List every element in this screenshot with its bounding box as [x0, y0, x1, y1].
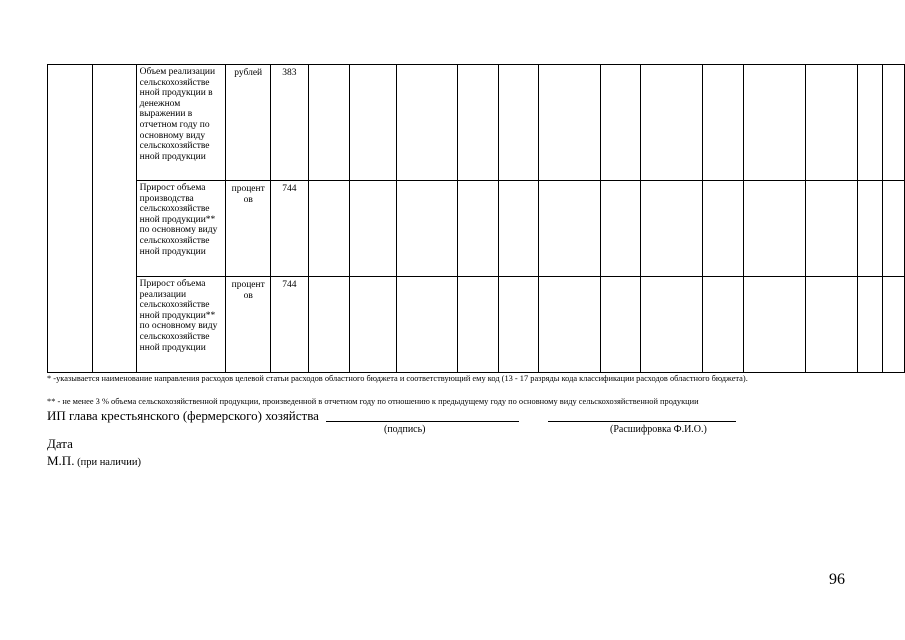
value-cell [857, 65, 882, 181]
value-cell [457, 181, 498, 277]
value-cell [883, 65, 905, 181]
value-cell [349, 277, 397, 373]
report-table [47, 64, 905, 373]
value-cell [640, 65, 702, 181]
value-cell [349, 181, 397, 277]
value-cell [397, 277, 457, 373]
indicator-cell: Прирост объема производства сельскохозяйстве нной продукции** по основному виду сельскохозяйстве нной продукции [136, 181, 226, 277]
value-cell [498, 277, 538, 373]
value-cell [857, 181, 882, 277]
table-row [48, 65, 905, 181]
value-cell [457, 277, 498, 373]
value-cell [600, 181, 640, 277]
signature-line [326, 421, 519, 422]
name-line [548, 421, 736, 422]
name-caption: (Расшифровка Ф.И.О.) [610, 424, 707, 435]
merged-cell-2 [92, 65, 136, 373]
value-cell [308, 277, 349, 373]
value-cell [640, 277, 702, 373]
footnote-1: * -указывается наименование направления расходов целевой статьи расходов областного бюджета и соответствующий ему код (13 - 17 разряды кода классификации расходов областного бюджета). [47, 374, 748, 383]
merged-cell-1 [48, 65, 93, 373]
value-cell [743, 181, 805, 277]
date-label: Дата [47, 436, 73, 451]
unit-cell: рублей [226, 65, 271, 181]
value-cell [806, 277, 858, 373]
page-number: 96 [829, 571, 845, 588]
value-cell [883, 277, 905, 373]
value-cell [743, 277, 805, 373]
value-cell [703, 277, 744, 373]
value-cell [538, 181, 600, 277]
indicator-cell: Прирост объема реализации сельскохозяйстве нной продукции** по основному виду сельскохозяйстве нной продукции [136, 277, 226, 373]
value-cell [600, 65, 640, 181]
footnote-2: ** - не менее 3 % объема сельскохозяйственной продукции, произведенной в отчетном году по отношению к предыдущему году по основному виду сельскохозяйственной продукции [47, 397, 699, 406]
value-cell [806, 65, 858, 181]
value-cell [703, 65, 744, 181]
table-row [48, 181, 905, 277]
table-row [48, 277, 905, 373]
unit-cell: процент ов [226, 277, 271, 373]
value-cell [308, 65, 349, 181]
value-cell [703, 181, 744, 277]
value-cell [857, 277, 882, 373]
value-cell [743, 65, 805, 181]
value-cell [538, 65, 600, 181]
signature-holder-label: ИП глава крестьянского (фермерского) хозяйства [47, 408, 319, 423]
seal-note: (при наличии) [74, 457, 141, 468]
signature-caption: (подпись) [384, 424, 426, 435]
value-cell [457, 65, 498, 181]
value-cell [397, 181, 457, 277]
value-cell [883, 181, 905, 277]
value-cell [498, 65, 538, 181]
value-cell [600, 277, 640, 373]
table-body [48, 65, 905, 373]
code-cell: 744 [271, 181, 308, 277]
seal-line [47, 452, 141, 470]
indicator-cell: Объем реализации сельскохозяйстве нной продукции в денежном выражении в отчетном году по основному виду сельскохозяйстве нной продукции [136, 65, 226, 181]
value-cell [349, 65, 397, 181]
value-cell [538, 277, 600, 373]
seal-label: М.П. [47, 453, 75, 468]
value-cell [308, 181, 349, 277]
value-cell [806, 181, 858, 277]
code-cell: 383 [271, 65, 308, 181]
value-cell [397, 65, 457, 181]
value-cell [498, 181, 538, 277]
unit-cell: процент ов [226, 181, 271, 277]
code-cell: 744 [271, 277, 308, 373]
value-cell [640, 181, 702, 277]
